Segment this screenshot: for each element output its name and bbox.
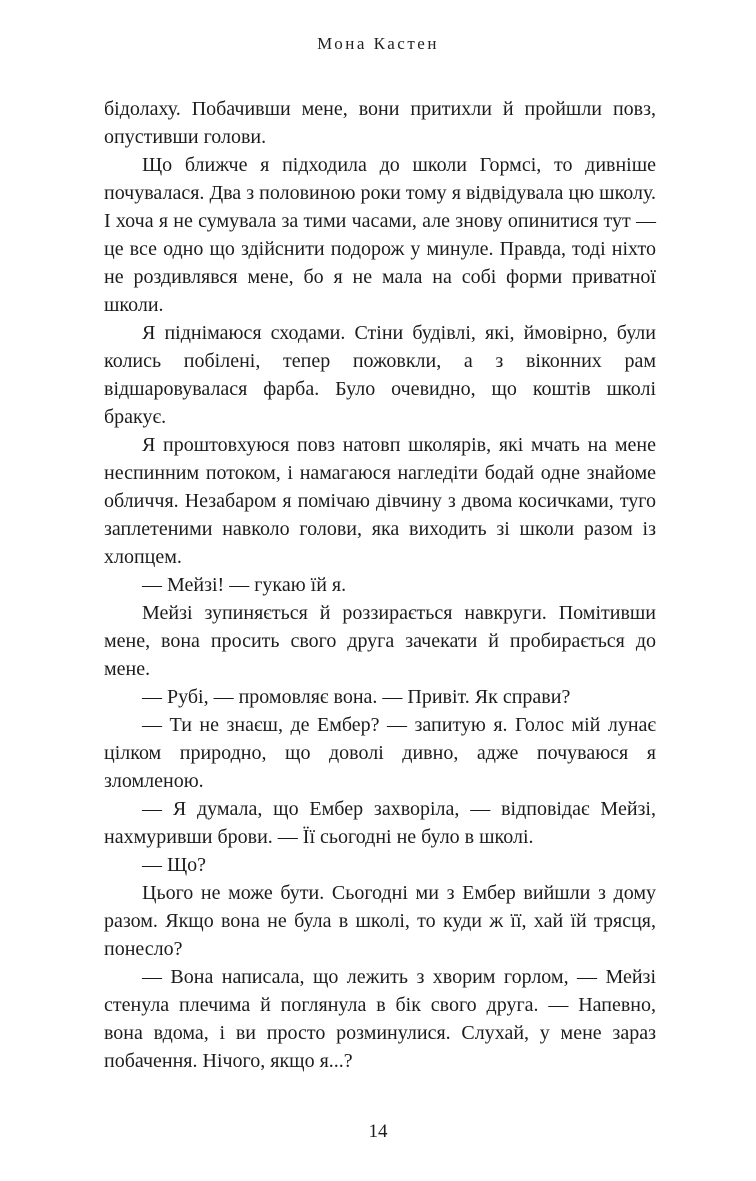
paragraph: бідолаху. Побачивши мене, вони притихли й пройшли повз, опустивши голови.: [104, 98, 656, 148]
paragraph: Мейзі зупиняється й роззирається навкруги. Помітивши мене, вона просить свого друга зачекати й пробирається до мене.: [104, 602, 656, 680]
paragraph: — Ти не знаєш, де Ембер? — запитую я. Голос мій лунає цілком природно, що доволі дивно, адже почуваюся я зломленою.: [104, 714, 656, 792]
body-text: [104, 95, 656, 1075]
paragraph: Цього не може бути. Сьогодні ми з Ембер вийшли з дому разом. Якщо вона не була в школі, то куди ж її, хай їй трясця, понесло?: [104, 882, 656, 960]
page-number: 14: [368, 1121, 388, 1142]
paragraph: — Рубі, — промовляє вона. — Привіт. Як справи?: [142, 686, 571, 708]
running-head-author: Мона Кастен: [317, 34, 439, 53]
paragraph: — Мейзі! — гукаю їй я.: [142, 574, 347, 596]
paragraph: — Я думала, що Ембер захворіла, — відповідає Мейзі, нахмуривши брови. — Її сьогодні не було в школі.: [104, 798, 656, 848]
paragraph: Я проштовхуюся повз натовп школярів, які мчать на мене неспинним потоком, і намагаюся нагледіти бодай одне знайоме обличчя. Незабаром я помічаю дівчину з двома косичками, туго заплетеними навколо голови, яка виходить зі школи разом із хлопцем.: [104, 434, 656, 568]
paragraph: — Що?: [142, 854, 207, 876]
paragraph: — Вона написала, що лежить з хворим горлом, — Мейзі стенула плечима й поглянула в бік свого друга. — Напевно, вона вдома, і ви просто розминулися. Слухай, у мене зараз побачення. Нічого, якщо я...?: [104, 966, 656, 1072]
paragraph: Що ближче я підходила до школи Гормсі, то дивніше почувалася. Два з половиною роки тому я відвідувала цю школу. І хоча я не сумувала за тими часами, але знову опинитися тут — це все одно що здійснити подорож у минуле. Правда, тоді ніхто не роздивлявся мене, бо я не мала на собі форми приватної школи.: [104, 154, 656, 316]
paragraph: Я піднімаюся сходами. Стіни будівлі, які, ймовірно, були колись побілені, тепер пожовкли, а з віконних рам відшаровувалася фарба. Було очевидно, що коштів школі бракує.: [104, 322, 656, 428]
